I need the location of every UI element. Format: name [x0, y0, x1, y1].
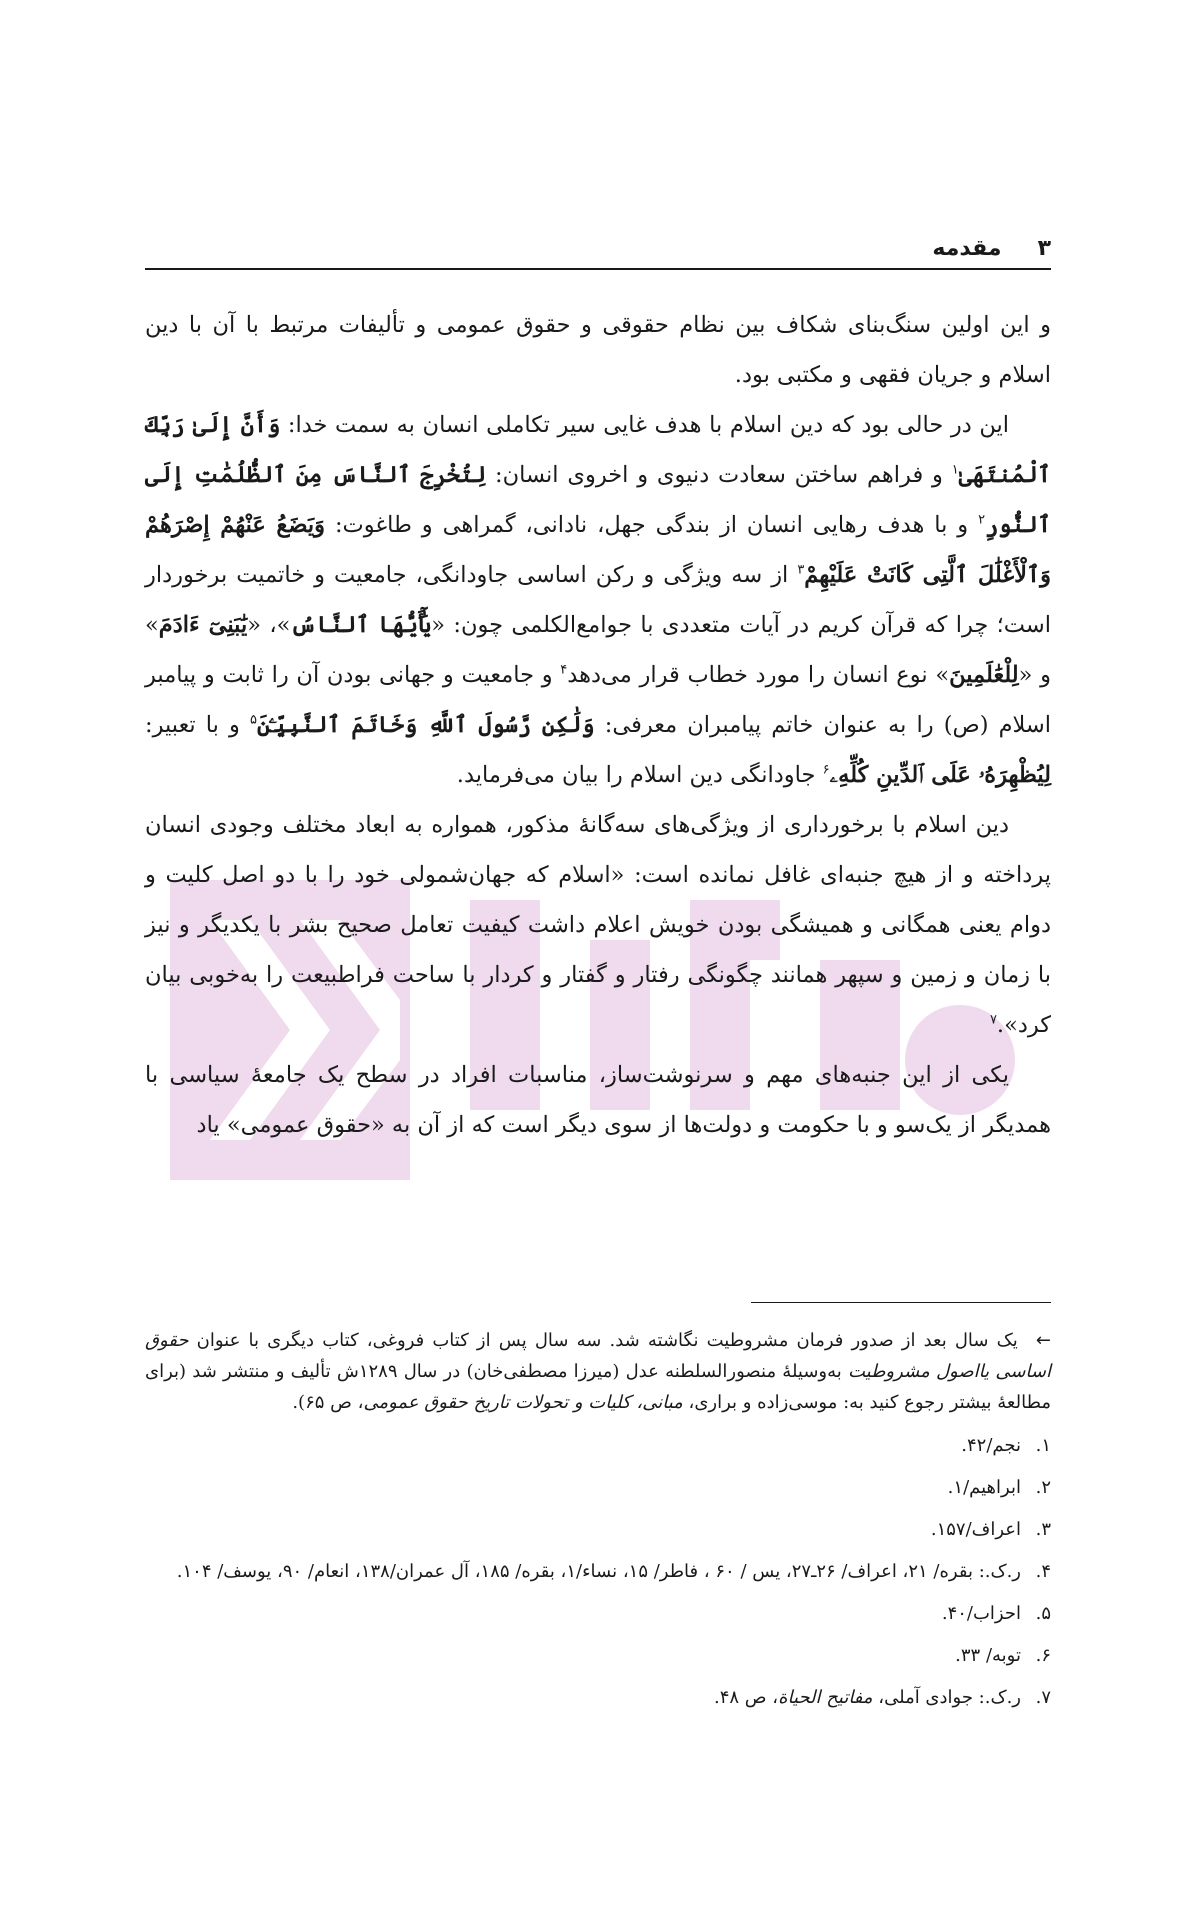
- footnote-ref: ۶: [822, 762, 830, 778]
- quran-verse: لِيُظْهِرَهُۥ عَلَى ٱلدِّينِ كُلِّهِۦ: [829, 762, 1051, 788]
- footnote-text: توبه/ ۳۳.: [955, 1645, 1021, 1666]
- footnote-number: ۱.: [1035, 1435, 1051, 1456]
- main-text: [145, 300, 1051, 1150]
- paragraph-3: [145, 800, 1051, 1050]
- text-segment: جاودانگی دین اسلام را بیان می‌فرماید.: [456, 762, 816, 788]
- footnote-continuation: [145, 1325, 1051, 1418]
- footnote-ref: ۱: [951, 462, 959, 478]
- page-header: [145, 230, 1051, 266]
- text-segment: »، «: [247, 612, 291, 638]
- quran-verse: يَٰبَنِىٓ ءَادَمَ: [158, 612, 248, 638]
- footnote-item: [145, 1598, 1051, 1629]
- quran-verse: لِلْعَٰلَمِينَ: [949, 662, 1019, 688]
- text-segment: به‌وسیلهٔ منصورالسلطنه عدل (میرزا مصطفی‌خان) در سال ۱۲۸۹ش تألیف و منتشر شد (برای مطالعهٔ بیشتر رجوع کنید به: موسی‌زاده و براری،: [145, 1361, 1051, 1413]
- footnote-text: ابراهیم/۱.: [947, 1477, 1021, 1498]
- footnotes: [145, 1325, 1051, 1724]
- quran-verse: وَأَنَّ إِلَىٰ رَبِّكَ ٱلْمُنتَهَىٰ: [145, 412, 1051, 488]
- text-segment: این در حالی بود که دین اسلام با هدف غایی سیر تکاملی انسان به سمت خدا:: [287, 412, 1009, 438]
- text-segment: و با هدف رهایی انسان از بندگی جهل، نادانی، گمراهی و طاغوت:: [334, 512, 969, 538]
- footnote-ref: ۳: [797, 562, 805, 578]
- footnote-item: [145, 1682, 1051, 1713]
- text-segment: ، ص ۴۸.: [714, 1687, 779, 1708]
- footnote-text: ر.ک.: بقره/ ۲۱، اعراف/ ۲۶ـ۲۷، یس / ۶۰ ، فاطر/ ۱۵، نساء/۱، بقره/ ۱۸۵، آل عمران/۱۳۸، انعام/ ۹۰، یوسف/ ۱۰۴.: [176, 1561, 1021, 1582]
- text-segment: و جامعیت و جهانی بودن آن را ثابت و پیامبر اسلام (ص) را به عنوان خاتم پیامبران معرفی:: [145, 662, 1052, 738]
- text-segment: و فراهم ساختن سعادت دنیوی و اخروی انسان:: [495, 462, 943, 488]
- text-segment: دین اسلام با برخورداری از ویژگی‌های سه‌گانهٔ مذکور، همواره به ابعاد مختلف وجودی انسان پرداخته و از هیچ جنبه‌ای غافل نمانده است: «اسلام که جهان‌شمولی خود را با دو اصل کلیت و دوام یعنی همگانی و همیشگی بودن خویش اعلام داشت کیفیت تعامل صحیح بشر با یکدیگر و نیز با زمان و زمین و سپهر همانند چگونگی رفتار و گفتار و کردار با ساحت فراطبیعت را به‌خوبی بیان کرد».: [145, 812, 1051, 1038]
- continuation-arrow-icon: ←: [1035, 1330, 1051, 1351]
- footnote-number: ۲.: [1035, 1477, 1051, 1498]
- footnote-item: [145, 1556, 1051, 1587]
- footnote-item: [145, 1514, 1051, 1545]
- footnote-ref: ۵: [249, 712, 257, 728]
- text-segment: » نوع انسان را مورد خطاب قرار می‌دهد: [567, 662, 950, 688]
- text-segment: و با تعبیر:: [145, 712, 240, 738]
- footnote-number: ۷.: [1035, 1687, 1051, 1708]
- footnote-list: [145, 1430, 1051, 1713]
- book-title: مفاتیح الحیاة: [778, 1687, 873, 1708]
- footnote-number: ۶.: [1035, 1645, 1051, 1666]
- quran-verse: لِتُخْرِجَ ٱلنَّاسَ مِنَ ٱلظُّلُمَٰتِ إِلَى ٱلنُّورِ: [145, 462, 1052, 538]
- footnote-ref: ۴: [560, 662, 568, 678]
- page-number: ۳: [1037, 235, 1051, 261]
- quran-verse: يَٰٓأَيُّهَا ٱلنَّاسُ: [290, 612, 432, 638]
- text-segment: » و «: [145, 612, 1051, 688]
- paragraph-2: [145, 400, 1051, 800]
- footnote-text: نجم/۴۲.: [961, 1435, 1021, 1456]
- footnote-item: [145, 1430, 1051, 1461]
- footnote-ref: ۲: [978, 512, 986, 528]
- header-divider: [145, 268, 1051, 270]
- text-segment: ر.ک.: جوادی آملی،: [878, 1687, 1021, 1708]
- footnote-number: ۵.: [1035, 1603, 1051, 1624]
- book-title: مبانی، کلیات و تحولات تاریخ حقوق عمومی: [363, 1392, 683, 1413]
- text-segment: از سه ویژگی و رکن اساسی جاودانگی، جامعیت و خاتمیت برخوردار است؛ چرا که قرآن کریم در آیات متعددی با جوامع‌الکلمی چون: «: [145, 562, 1051, 638]
- quran-verse: وَلَٰكِن رَّسُولَ ٱللَّهِ وَخَاتَمَ ٱلنَّبِيِّـۧنَ: [256, 712, 595, 738]
- footnote-number: ۴.: [1035, 1561, 1051, 1582]
- paragraph-1: و این اولین سنگ‌بنای شکاف بین نظام حقوقی و حقوق عمومی و تألیفات مرتبط با آن با دین اسلام و جریان فقهی و مکتبی بود.: [145, 312, 1051, 388]
- footnote-item: [145, 1640, 1051, 1671]
- footnote-text: اعراف/۱۵۷.: [930, 1519, 1021, 1540]
- footnote-number: ۳.: [1035, 1519, 1051, 1540]
- text-segment: یک سال بعد از صدور فرمان مشروطیت نگاشته شد. سه سال پس از کتاب فروغی، کتاب دیگری با عنوان: [196, 1330, 1018, 1351]
- footnote-divider: [751, 1302, 1051, 1303]
- footnote-text: احزاب/۴۰.: [941, 1603, 1021, 1624]
- paragraph-4: یکی از این جنبه‌های مهم و سرنوشت‌ساز، مناسبات افراد در سطح یک جامعهٔ سیاسی با همدیگر از یک‌سو و با حکومت و دولت‌ها از سوی دیگر است که از آن به «حقوق عمومی» یاد: [145, 1062, 1051, 1138]
- section-title: مقدمه: [932, 235, 1002, 261]
- book-title: حقوق اساسی یااصول مشروطیت: [145, 1330, 1051, 1382]
- footnote-ref: ۷: [989, 1012, 997, 1028]
- footnote-item: [145, 1472, 1051, 1503]
- quran-verse: وَيَضَعُ عَنْهُمْ إِصْرَهُمْ وَٱلْأَغْلَٰلَ ٱلَّتِى كَانَتْ عَلَيْهِمْ: [145, 512, 1051, 588]
- text-segment: ، ص ۶۵).: [292, 1392, 364, 1413]
